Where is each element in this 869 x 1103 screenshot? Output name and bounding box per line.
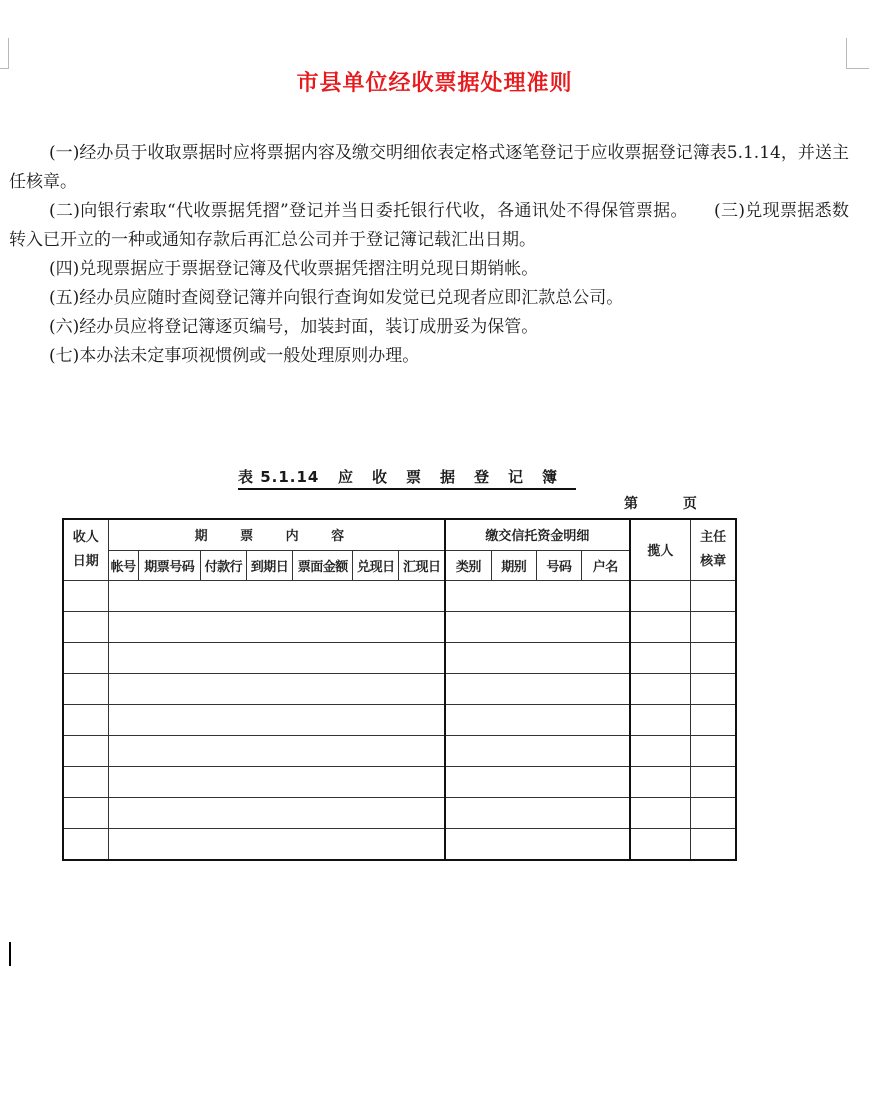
- document-title: 市县单位经收票据处理准则: [296, 71, 573, 96]
- payment-detail-cell: [445, 704, 630, 735]
- ticket-content-cell: [108, 797, 445, 828]
- supervisor-cell: [691, 673, 736, 704]
- category-header: 类别: [445, 550, 491, 580]
- cash-date-header: 兑现日: [353, 550, 399, 580]
- supervisor-cell: [691, 735, 736, 766]
- due-date-header: 到期日: [247, 550, 293, 580]
- payment-detail-cell: [445, 735, 630, 766]
- supervisor-cell: [691, 642, 736, 673]
- payment-detail-cell: [445, 611, 630, 642]
- handler-header: 揽人: [630, 519, 691, 580]
- receive-date-cell: [63, 828, 108, 860]
- table-row: [63, 797, 736, 828]
- table-row: [63, 766, 736, 797]
- handler-cell: [630, 735, 691, 766]
- table-row: [63, 611, 736, 642]
- paragraph-5: (六)经办员应将登记簿逐页编号，加装封面，装订成册妥为保管。: [49, 317, 539, 337]
- face-amount-header: 票面金额: [293, 550, 353, 580]
- payment-detail-cell: [445, 766, 630, 797]
- paragraph-1: (一)经办员于收取票据时应将票据内容及缴交明细依表定格式逐笔登记于应收票据登记簿表5.1.14，并送主任核章。: [9, 143, 849, 192]
- payment-detail-cell: [445, 642, 630, 673]
- receive-date-cell: [63, 766, 108, 797]
- register-body: [63, 580, 736, 860]
- handler-cell: [630, 704, 691, 735]
- payment-detail-header: 缴交信托资金明细: [445, 519, 630, 550]
- page-number-label: 第 页: [624, 496, 697, 512]
- ticket-content-cell: [108, 580, 445, 611]
- table-row: [63, 673, 736, 704]
- ticket-content-cell: [108, 828, 445, 860]
- receive-date-cell: [63, 642, 108, 673]
- ticket-number-header: 期票号码: [138, 550, 200, 580]
- table-row: [63, 580, 736, 611]
- payment-detail-cell: [445, 580, 630, 611]
- paying-bank-header: 付款行: [200, 550, 246, 580]
- handler-cell: [630, 580, 691, 611]
- account-header: 帐号: [108, 550, 138, 580]
- supervisor-header: 主任 核章: [691, 519, 736, 580]
- ticket-content-cell: [108, 766, 445, 797]
- page-corner-mark-right: [846, 38, 869, 69]
- supervisor-cell: [691, 611, 736, 642]
- supervisor-cell: [691, 580, 736, 611]
- ticket-content-cell: [108, 611, 445, 642]
- table-row: [63, 642, 736, 673]
- account-name-header: 户名: [581, 550, 629, 580]
- receive-date-cell: [63, 797, 108, 828]
- receivable-register-table: [62, 518, 737, 861]
- supervisor-cell: [691, 828, 736, 860]
- handler-cell: [630, 611, 691, 642]
- text-cursor: [9, 942, 11, 966]
- form-title: [238, 466, 576, 490]
- header-row-top: [63, 519, 736, 550]
- handler-cell: [630, 828, 691, 860]
- ticket-content-cell: [108, 673, 445, 704]
- ticket-content-cell: [108, 642, 445, 673]
- supervisor-cell: [691, 766, 736, 797]
- receive-date-cell: [63, 735, 108, 766]
- receive-date-header: 收人 日期: [63, 519, 108, 580]
- handler-cell: [630, 673, 691, 704]
- table-row: [63, 704, 736, 735]
- handler-cell: [630, 797, 691, 828]
- payment-detail-cell: [445, 828, 630, 860]
- supervisor-cell: [691, 797, 736, 828]
- paragraph-3: (四)兑现票据应于票据登记簿及代收票据凭摺注明兑现日期销帐。: [49, 259, 539, 279]
- form-title-text: 应收票据登记簿: [338, 468, 577, 486]
- ticket-content-cell: [108, 704, 445, 735]
- form-title-number: 表 5.1.14: [238, 468, 320, 486]
- handler-cell: [630, 642, 691, 673]
- period-header: 期别: [491, 550, 536, 580]
- ticket-content-cell: [108, 735, 445, 766]
- paragraph-4: (五)经办员应随时查阅登记簿并向银行查询如发觉已兑现者应即汇款总公司。: [49, 288, 624, 308]
- payment-detail-cell: [445, 673, 630, 704]
- receive-date-cell: [63, 611, 108, 642]
- receive-date-cell: [63, 580, 108, 611]
- receive-date-cell: [63, 673, 108, 704]
- document-body: [9, 139, 849, 371]
- table-row: [63, 828, 736, 860]
- paragraph-2: (二)向银行索取“代收票据凭摺”登记并当日委托银行代收，各通讯处不得保管票据。 (三)兑现票据悉数转入已开立的一种或通知存款后再汇总公司并于登记簿记载汇出日期。: [9, 201, 849, 250]
- supervisor-cell: [691, 704, 736, 735]
- receive-date-cell: [63, 704, 108, 735]
- payment-detail-cell: [445, 797, 630, 828]
- table-row: [63, 735, 736, 766]
- remit-date-header: 汇现日: [399, 550, 445, 580]
- paragraph-6: (七)本办法未定事项视惯例或一般处理原则办理。: [49, 346, 420, 366]
- ticket-content-header: 期 票 内 容: [108, 519, 445, 550]
- page-corner-mark-left: [0, 38, 9, 69]
- handler-cell: [630, 766, 691, 797]
- number-header: 号码: [536, 550, 581, 580]
